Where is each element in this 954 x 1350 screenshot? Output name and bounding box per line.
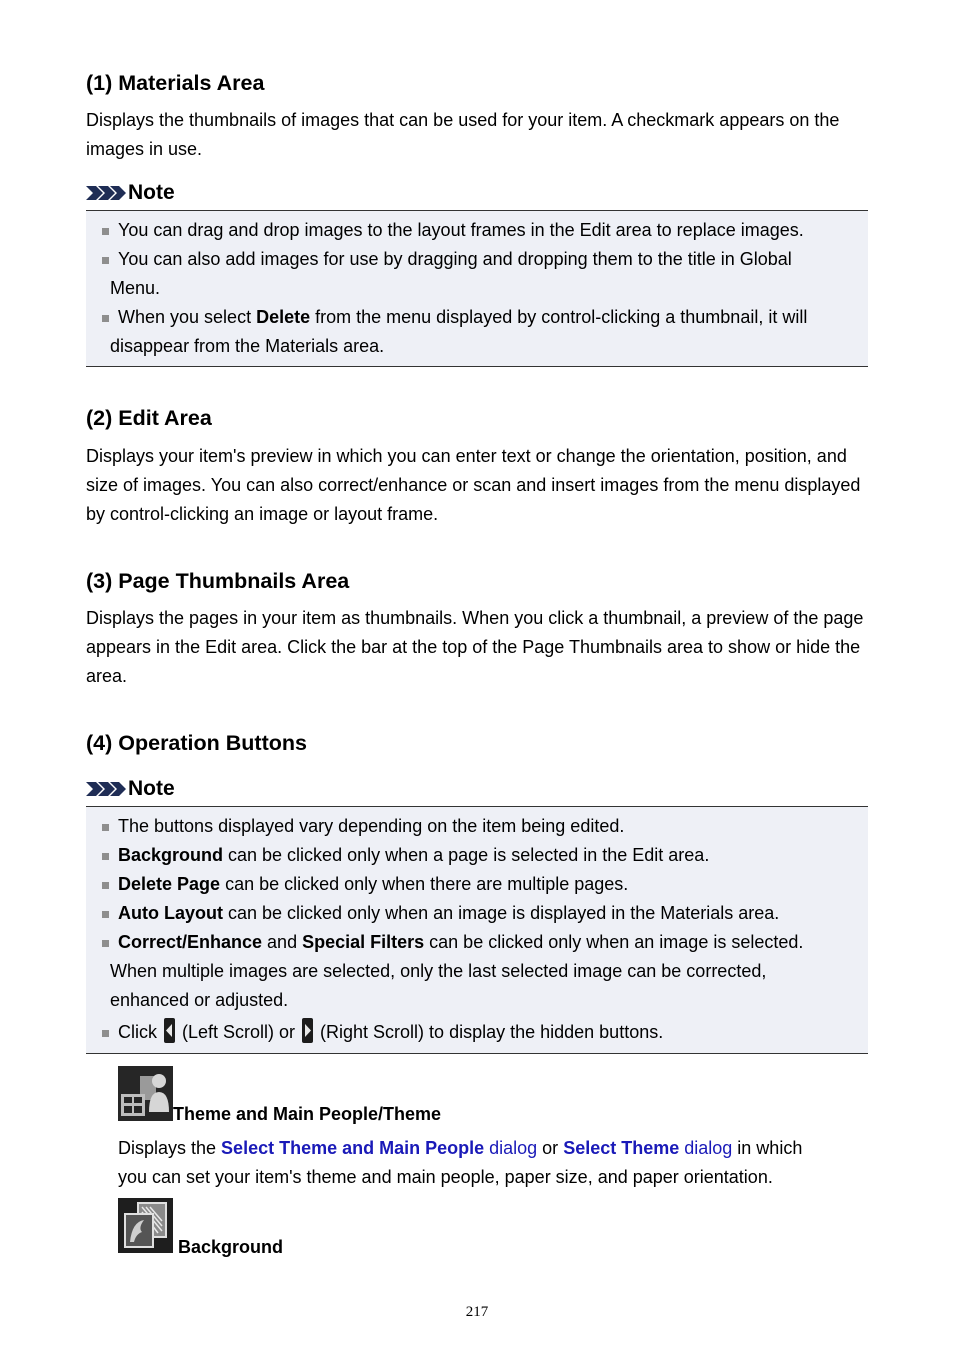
bullet-icon bbox=[102, 824, 109, 831]
heading-page-thumbnails-area: (3) Page Thumbnails Area bbox=[86, 569, 350, 593]
left-scroll-icon bbox=[164, 1018, 175, 1043]
bullet-icon bbox=[102, 1030, 109, 1037]
note-title: Note bbox=[128, 777, 175, 800]
heading-materials-area: (1) Materials Area bbox=[86, 71, 265, 95]
bullet-icon bbox=[102, 257, 109, 264]
note-item: The buttons displayed vary depending on the item being edited. bbox=[102, 812, 862, 841]
bullet-icon bbox=[102, 853, 109, 860]
note-item: Correct/Enhance and Special Filters can be clicked only when an image is selected. When multiple images are selected, only the last selected image can be corrected, enhanced or adjusted. bbox=[102, 928, 862, 1015]
note-header bbox=[86, 776, 175, 802]
materials-area-description: Displays the thumbnails of images that can be used for your item. A checkmark appears on the images in use. bbox=[86, 110, 840, 159]
right-scroll-icon bbox=[302, 1018, 313, 1043]
note-title: Note bbox=[128, 181, 175, 204]
background-button-icon bbox=[118, 1198, 173, 1253]
theme-button-description: Displays the Select Theme and Main People dialog or Select Theme dialog in which you can set your item's theme and main people, paper size, and paper orientation. bbox=[118, 1138, 803, 1187]
note-header bbox=[86, 180, 175, 206]
bullet-icon bbox=[102, 315, 109, 322]
note-item: Delete Page can be clicked only when there are multiple pages. bbox=[102, 870, 862, 899]
bullet-icon bbox=[102, 882, 109, 889]
note-arrows-icon bbox=[86, 780, 126, 798]
edit-area-description: Displays your item's preview in which you can enter text or change the orientation, position, and size of images. You can also correct/enhance or scan and insert images from the menu displayed by control-clicking an image or layout frame. bbox=[86, 446, 861, 524]
bullet-icon bbox=[102, 228, 109, 235]
note-item: You can drag and drop images to the layout frames in the Edit area to replace images. bbox=[102, 216, 862, 245]
page-thumbnails-description: Displays the pages in your item as thumbnails. When you click a thumbnail, a preview of the page appears in the Edit area. Click the bar at the top of the Page Thumbnails area to show or hide the area. bbox=[86, 608, 864, 686]
theme-and-main-people-button-icon bbox=[118, 1066, 173, 1121]
note-item: Click (Left Scroll) or (Right Scroll) to display the hidden buttons. bbox=[102, 1018, 862, 1047]
note-item: You can also add images for use by dragging and dropping them to the title in Global Menu. bbox=[102, 245, 862, 303]
note-item: Background can be clicked only when a page is selected in the Edit area. bbox=[102, 841, 862, 870]
note-box bbox=[86, 210, 868, 367]
heading-edit-area: (2) Edit Area bbox=[86, 406, 212, 430]
note-item: Auto Layout can be clicked only when an image is displayed in the Materials area. bbox=[102, 899, 862, 928]
bullet-icon bbox=[102, 940, 109, 947]
page-number: 217 bbox=[465, 1304, 489, 1320]
note-box bbox=[86, 806, 868, 1054]
background-label: Background bbox=[178, 1237, 284, 1257]
note-arrows-icon bbox=[86, 184, 126, 202]
theme-and-main-people-label: Theme and Main People/Theme bbox=[173, 1104, 442, 1124]
note-item: When you select Delete from the menu displayed by control-clicking a thumbnail, it will disappear from the Materials area. bbox=[102, 303, 862, 361]
bullet-icon bbox=[102, 911, 109, 918]
heading-operation-buttons: (4) Operation Buttons bbox=[86, 731, 307, 755]
select-theme-link[interactable]: Select Theme dialog bbox=[563, 1138, 733, 1158]
select-theme-and-main-people-link[interactable]: Select Theme and Main People dialog bbox=[221, 1138, 538, 1158]
